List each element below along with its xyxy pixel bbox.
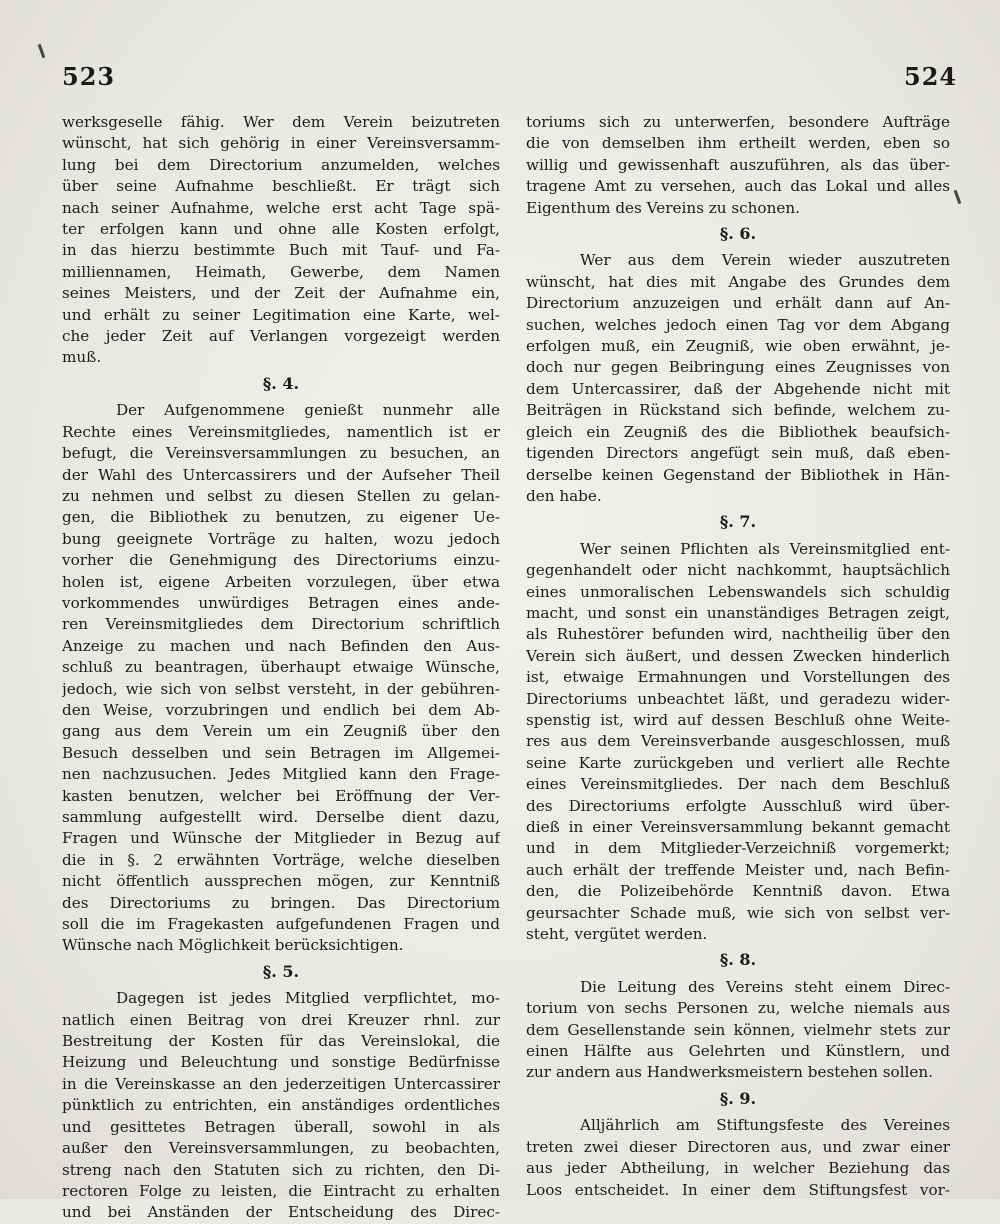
text-line: ren Vereinsmitgliedes dem Directorium schriftlich — [62, 615, 500, 634]
text-line: nicht öffentlich aussprechen mögen, zur Kenntniß — [62, 872, 500, 891]
text-line: eines Vereinsmitgliedes. Der nach dem Beschluß — [526, 775, 950, 794]
text-line: pünktlich zu entrichten, ein anständiges ordentliches — [62, 1096, 500, 1115]
text-line: vorher die Genehmigung des Directoriums einzu- — [62, 551, 500, 570]
text-line: sammlung aufgestellt wird. Derselbe dient dazu, — [62, 808, 500, 826]
text-line: dem Gesellenstande sein können, vielmehr stets zur — [526, 1020, 950, 1039]
text-line: Directorium anzuzeigen und erhält dann auf An- — [526, 294, 950, 313]
section-heading: §. 5. — [262, 961, 300, 981]
text-line: einen Hälfte aus Gelehrten und Künstlern, und — [526, 1042, 950, 1061]
text-line: gegenhandelt oder nicht nachkommt, hauptsächlich — [526, 561, 950, 580]
text-line: und erhält zu seiner Legitimation eine Karte, wel- — [62, 305, 500, 324]
text-line: natlich einen Beitrag von drei Kreuzer rhnl. zur — [62, 1010, 500, 1029]
text-line: tigenden Directors angefügt sein muß, daß eben- — [526, 444, 950, 463]
text-line: ist, etwaige Ermahnungen und Vorstellungen des — [526, 668, 950, 687]
section-heading: §. 8. — [719, 950, 757, 970]
text-line: über seine Aufnahme beschließt. Er trägt sich — [62, 177, 500, 196]
text-line: gleich ein Zeugniß des die Bibliothek beaufsich- — [526, 422, 950, 441]
page-number-right: 524 — [904, 62, 958, 91]
margin-mark — [38, 44, 46, 58]
text-line: nen nachzusuchen. Jedes Mitglied kann den Frage- — [62, 765, 500, 784]
text-line: Wer seinen Pflichten als Vereinsmitglied ent- — [580, 539, 950, 558]
text-line: kasten benutzen, welcher bei Eröffnung der Ver- — [62, 786, 500, 805]
text-line: befugt, die Vereinsversammlungen zu besuchen, an — [62, 444, 500, 463]
section-heading: §. 7. — [719, 512, 757, 532]
text-line: geursachter Schade muß, wie sich von selbst ver- — [526, 903, 950, 922]
text-line: erfolgen muß, ein Zeugniß, wie oben erwähnt, je- — [526, 337, 950, 356]
text-line: soll die im Fragekasten aufgefundenen Fragen und — [62, 915, 500, 934]
text-line: die in §. 2 erwähnten Vorträge, welche dieselben — [62, 850, 500, 869]
text-line: macht, und sonst ein unanständiges Betragen zeigt, — [526, 603, 950, 622]
text-line: vorkommendes unwürdiges Betragen eines ande- — [62, 593, 500, 612]
left-column-text — [62, 112, 500, 1224]
text-line: Bestreitung der Kosten für das Vereinslokal, die — [62, 1032, 500, 1051]
text-line: seine Karte zurückgeben und verliert alle Rechte — [526, 753, 950, 772]
text-line: Heizung und Beleuchtung und sonstige Bedürfnisse — [62, 1053, 500, 1072]
text-line: schluß zu beantragen, überhaupt etwaige Wünsche, — [62, 658, 500, 677]
text-line: ter erfolgen kann und ohne alle Kosten erfolgt, — [62, 220, 500, 239]
text-line: den habe. — [526, 486, 602, 505]
text-line: Wer aus dem Verein wieder auszutreten — [580, 251, 950, 270]
text-line: spenstig ist, wird auf dessen Beschluß ohne Weite- — [526, 710, 950, 729]
text-line: Besuch desselben und sein Betragen im Allgemei- — [62, 743, 500, 762]
text-line: den Weise, vorzubringen und endlich bei dem Ab- — [62, 700, 500, 719]
text-line: in die Vereinskasse an den jederzeitigen Untercassirer — [62, 1074, 500, 1093]
text-line: nach seiner Aufnahme, welche erst acht Tage spä- — [62, 198, 500, 217]
text-line: milliennamen, Heimath, Gewerbe, dem Namen — [62, 262, 500, 281]
text-line: Verein sich äußert, und dessen Zwecken hinderlich — [526, 646, 950, 665]
text-line: werksgeselle fähig. Wer dem Verein beizutreten — [62, 113, 500, 131]
text-line: zu nehmen und selbst zu diesen Stellen zu gelan- — [62, 486, 500, 505]
text-line: wünscht, hat sich gehörig in einer Vereinsversamm- — [62, 134, 500, 153]
text-line: des Directoriums zu bringen. Das Directorium — [62, 893, 500, 912]
text-line: Directoriums unbeachtet läßt, und geradezu wider- — [526, 689, 950, 708]
text-line: streng nach den Statuten sich zu richten, den Di- — [62, 1160, 500, 1179]
text-line: rectoren Folge zu leisten, die Eintracht zu erhalten — [62, 1181, 500, 1200]
text-line: zur andern aus Handwerksmeistern bestehen sollen. — [526, 1063, 934, 1082]
text-line: Beiträgen in Rückstand sich befinde, welchem zu- — [526, 401, 950, 420]
text-line: doch nur gegen Beibringung eines Zeugnisses von — [526, 358, 950, 377]
text-line: Dagegen ist jedes Mitglied verpflichtet, mo- — [116, 989, 500, 1008]
text-line: res aus dem Vereinsverbande ausgeschlossen, muß — [526, 732, 950, 751]
text-line: torium von sechs Personen zu, welche niemals aus — [526, 999, 950, 1018]
text-line: lung bei dem Directorium anzumelden, welches — [62, 155, 500, 174]
text-line: holen ist, eigene Arbeiten vorzulegen, über etwa — [62, 572, 500, 591]
text-line: muß. — [62, 348, 102, 367]
text-line: auch erhält der treffende Meister und, nach Befin- — [526, 860, 950, 879]
text-line: aus jeder Abtheilung, in welcher Beziehung das — [526, 1159, 950, 1178]
text-line: seines Meisters, und der Zeit der Aufnahme ein, — [62, 284, 500, 303]
text-line: und gesittetes Betragen überall, sowohl in als — [62, 1117, 500, 1136]
margin-mark — [954, 190, 962, 204]
text-line: die von demselben ihm ertheilt werden, eben so — [526, 134, 950, 153]
page-number-left: 523 — [62, 62, 116, 91]
section-heading: §. 9. — [719, 1088, 757, 1108]
text-line: und in dem Mitglieder-Verzeichniß vorgemerkt; — [526, 839, 950, 858]
text-line: eines unmoralischen Lebenswandels sich schuldig — [526, 582, 950, 601]
text-line: den, die Polizeibehörde Kenntniß davon. Etwa — [526, 882, 950, 901]
right-column-text — [526, 112, 950, 1201]
text-line: Fragen und Wünsche der Mitglieder in Bezug auf — [62, 829, 500, 848]
text-line: derselbe keinen Gegenstand der Bibliothek in Hän- — [526, 465, 950, 484]
text-line: jedoch, wie sich von selbst versteht, in der gebühren- — [62, 679, 500, 698]
text-line: dem Untercassirer, daß der Abgehende nicht mit — [526, 379, 950, 398]
text-line: steht, vergütet werden. — [526, 925, 708, 944]
text-line: Anzeige zu machen und nach Befinden den Aus- — [62, 636, 500, 655]
text-line: Loos entscheidet. In einer dem Stiftungsfest vor- — [526, 1180, 950, 1199]
text-line: der Wahl des Untercassirers und der Aufseher Theil — [62, 465, 500, 484]
text-line: Alljährlich am Stiftungsfeste des Vereines — [580, 1116, 950, 1135]
section-heading: §. 4. — [262, 373, 300, 393]
text-line: außer den Vereinsversammlungen, zu beobachten, — [62, 1139, 500, 1158]
text-line: Der Aufgenommene genießt nunmehr alle — [116, 401, 500, 420]
text-line: suchen, welches jedoch einen Tag vor dem Abgang — [526, 315, 950, 334]
text-line: und bei Anständen der Entscheidung des Direc- — [62, 1203, 500, 1222]
text-line: als Ruhestörer befunden wird, nachtheilig über den — [526, 625, 950, 644]
text-line: tragene Amt zu versehen, auch das Lokal und alles — [526, 177, 950, 196]
text-line: che jeder Zeit auf Verlangen vorgezeigt werden — [62, 327, 500, 346]
text-line: gang aus dem Verein um ein Zeugniß über den — [62, 722, 500, 741]
text-line: gen, die Bibliothek zu benutzen, zu eigener Ue- — [62, 508, 500, 527]
text-line: Die Leitung des Vereins steht einem Direc- — [580, 977, 950, 996]
text-line: bung geeignete Vorträge zu halten, wozu jedoch — [62, 529, 500, 548]
text-line: dieß in einer Vereinsversammlung bekannt gemacht — [526, 818, 950, 836]
text-line: Eigenthum des Vereins zu schonen. — [526, 198, 800, 217]
section-heading: §. 6. — [719, 224, 757, 244]
text-line: in das hierzu bestimmte Buch mit Tauf- und Fa- — [62, 241, 500, 260]
text-line: Rechte eines Vereinsmitgliedes, namentlich ist er — [62, 422, 500, 441]
text-line: willig und gewissenhaft auszuführen, als das über- — [526, 155, 950, 174]
text-line: Wünsche nach Möglichkeit berücksichtigen. — [62, 936, 404, 955]
text-line: des Directoriums erfolgte Ausschluß wird über- — [526, 796, 950, 815]
text-line: treten zwei dieser Directoren aus, und zwar einer — [526, 1137, 950, 1156]
text-line: wünscht, hat dies mit Angabe des Grundes dem — [526, 272, 950, 291]
text-line: toriums sich zu unterwerfen, besondere Aufträge — [526, 113, 950, 131]
